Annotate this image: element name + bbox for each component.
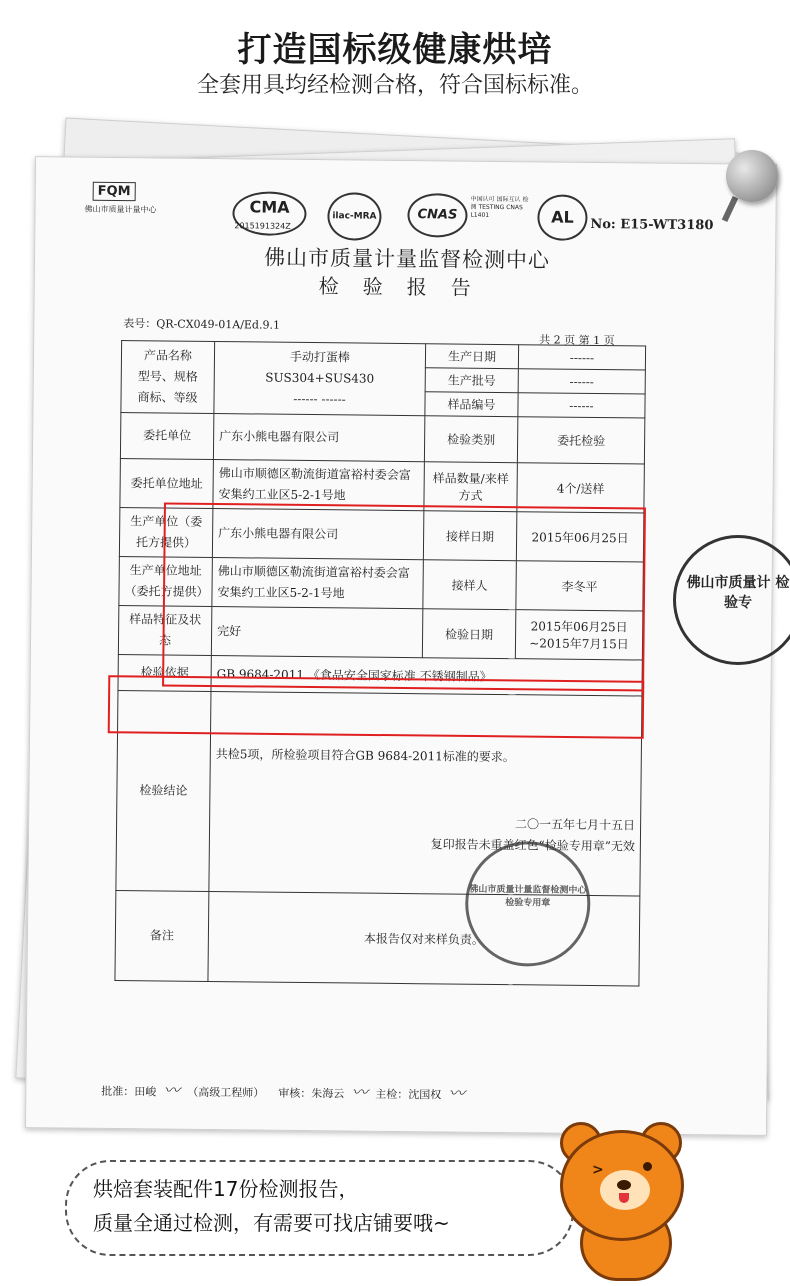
page-subheadline: 全套用具均经检测合格，符合国标标准。 <box>196 73 593 98</box>
product-name-value: 手动打蛋棒 <box>289 349 351 365</box>
bear-tongue-icon <box>619 1193 629 1203</box>
fqm-logo-subtitle: 佛山市质量计量中心 <box>84 204 157 215</box>
manufacturer-label: 生产单位（委托方提供） <box>119 508 213 558</box>
page-headline: 打造国标级健康烘培 <box>237 30 553 70</box>
production-date-label: 生产日期 <box>425 344 518 369</box>
cma-number: 2015191324Z <box>234 221 291 231</box>
conclusion-date: 二〇一五年七月十五日 <box>515 817 636 833</box>
sample-qty-label: 样品数量/来样方式 <box>424 462 518 512</box>
receiver-label: 接样人 <box>423 560 517 610</box>
model-label: 型号、规格 <box>137 369 198 384</box>
highlight-box-condition <box>108 675 645 739</box>
cma-logo: CMA <box>232 191 306 236</box>
batch-no-value: ------ <box>518 369 645 394</box>
conclusion-label: 检验结论 <box>116 691 211 892</box>
bear-nose-icon <box>617 1180 631 1190</box>
approver-title: （高级工程师） <box>187 1085 265 1100</box>
receive-date-label: 接样日期 <box>423 511 517 561</box>
approver-signature: 〰 <box>163 1080 180 1100</box>
product-value-cell <box>214 342 426 416</box>
basis-value: GB 9684-2011 《食品安全国家标准 不锈钢制品》 <box>211 655 642 696</box>
sample-condition-label: 样品特征及状态 <box>118 606 212 656</box>
reviewer-signature: 〰 <box>351 1082 368 1102</box>
inspection-type-label: 检验类别 <box>424 416 517 463</box>
highlight-box-main <box>162 502 646 691</box>
bear-eye-icon: > <box>592 1162 604 1178</box>
production-date-value: ------ <box>518 345 645 370</box>
sample-no-value: ------ <box>518 393 645 418</box>
manufacturer-address-label: 生产单位地址（委托方提供） <box>119 557 213 607</box>
al-logo: AL <box>537 194 587 241</box>
bubble-line-1: 烘焙套装配件17份检测报告， <box>93 1177 359 1201</box>
remarks-value: 本报告仅对来样负责。 <box>208 891 640 986</box>
product-name-label: 产品名称 <box>143 348 193 363</box>
sample-condition-value: 完好 <box>211 606 423 657</box>
approver-label: 批准：田峻 <box>101 1084 157 1099</box>
batch-no-label: 生产批号 <box>425 368 518 393</box>
inspector-signature: 〰 <box>448 1083 465 1103</box>
client-value: 广东小熊电器有限公司 <box>213 414 424 462</box>
table-row <box>121 341 645 370</box>
inspection-date-value: 2015年06月25日~2015年7月15日 <box>515 610 643 660</box>
page-number: 共 2 页 第 1 页 <box>539 333 615 348</box>
cnas-logo: CNAS <box>407 193 467 238</box>
sample-no-label: 样品编号 <box>425 392 518 417</box>
model-value: SUS304+SUS430 <box>265 370 375 386</box>
organization-name: 佛山市质量计量监督检测中心 <box>263 245 551 273</box>
client-address-label: 委托单位地址 <box>120 459 214 509</box>
inspection-type-value: 委托检验 <box>517 417 644 464</box>
fqm-logo: FQM <box>93 182 136 201</box>
bubble-line-2: 质量全通过检测，有需要可找店铺要哦~ <box>93 1211 450 1235</box>
side-stamp-text: 佛山市质量计 检验专 <box>686 575 790 611</box>
signature-line <box>101 1077 469 1104</box>
document-number: No: E15-WT3180 <box>590 216 714 234</box>
receive-date-value: 2015年06月25日 <box>516 512 644 562</box>
reviewer-label: 审核：朱海云 <box>278 1086 345 1101</box>
client-address-value: 佛山市顺德区勒流街道富裕村委会富安集约工业区5-2-1号地 <box>213 460 425 511</box>
pushpin-icon <box>726 150 778 202</box>
brand-value: ------ ------ <box>293 391 346 407</box>
inspection-date-label: 检验日期 <box>422 609 516 659</box>
bear-eye-icon <box>643 1162 652 1171</box>
remarks-label: 备注 <box>115 891 209 982</box>
receiver-value: 李冬平 <box>516 561 644 611</box>
basis-label: 检验依据 <box>118 655 211 692</box>
client-label: 委托单位 <box>120 413 213 460</box>
cnas-subtitle: 中国认可 国际互认 检测 TESTING CNAS L1401 <box>470 195 529 219</box>
form-number: 表号：QR-CX049-01A/Ed.9.1 <box>123 317 281 332</box>
official-stamp <box>465 841 591 967</box>
table-row <box>120 413 644 464</box>
inspector-label: 主检：沈国权 <box>375 1087 442 1102</box>
manufacturer-value: 广东小熊电器有限公司 <box>212 509 424 560</box>
manufacturer-address-value: 佛山市顺德区勒流街道富裕村委会富安集约工业区5-2-1号地 <box>212 557 424 608</box>
brand-label: 商标、等级 <box>137 390 198 405</box>
conclusion-note: 复印报告未重盖红色“检验专用章”无效 <box>430 837 635 854</box>
report-title: 检验报告 <box>318 274 495 300</box>
speech-bubble-text <box>93 1172 450 1240</box>
official-stamp-text: 佛山市质量计量监督检测中心 检验专用章 <box>469 884 587 909</box>
conclusion-text: 共检5项，所检验项目符合GB 9684-2011标准的要求。 <box>215 747 515 765</box>
bear-face <box>600 1170 650 1210</box>
sample-qty-value: 4个/送样 <box>517 463 645 513</box>
product-label-cell <box>121 341 215 414</box>
ilac-mra-logo: ilac-MRA <box>327 192 381 241</box>
